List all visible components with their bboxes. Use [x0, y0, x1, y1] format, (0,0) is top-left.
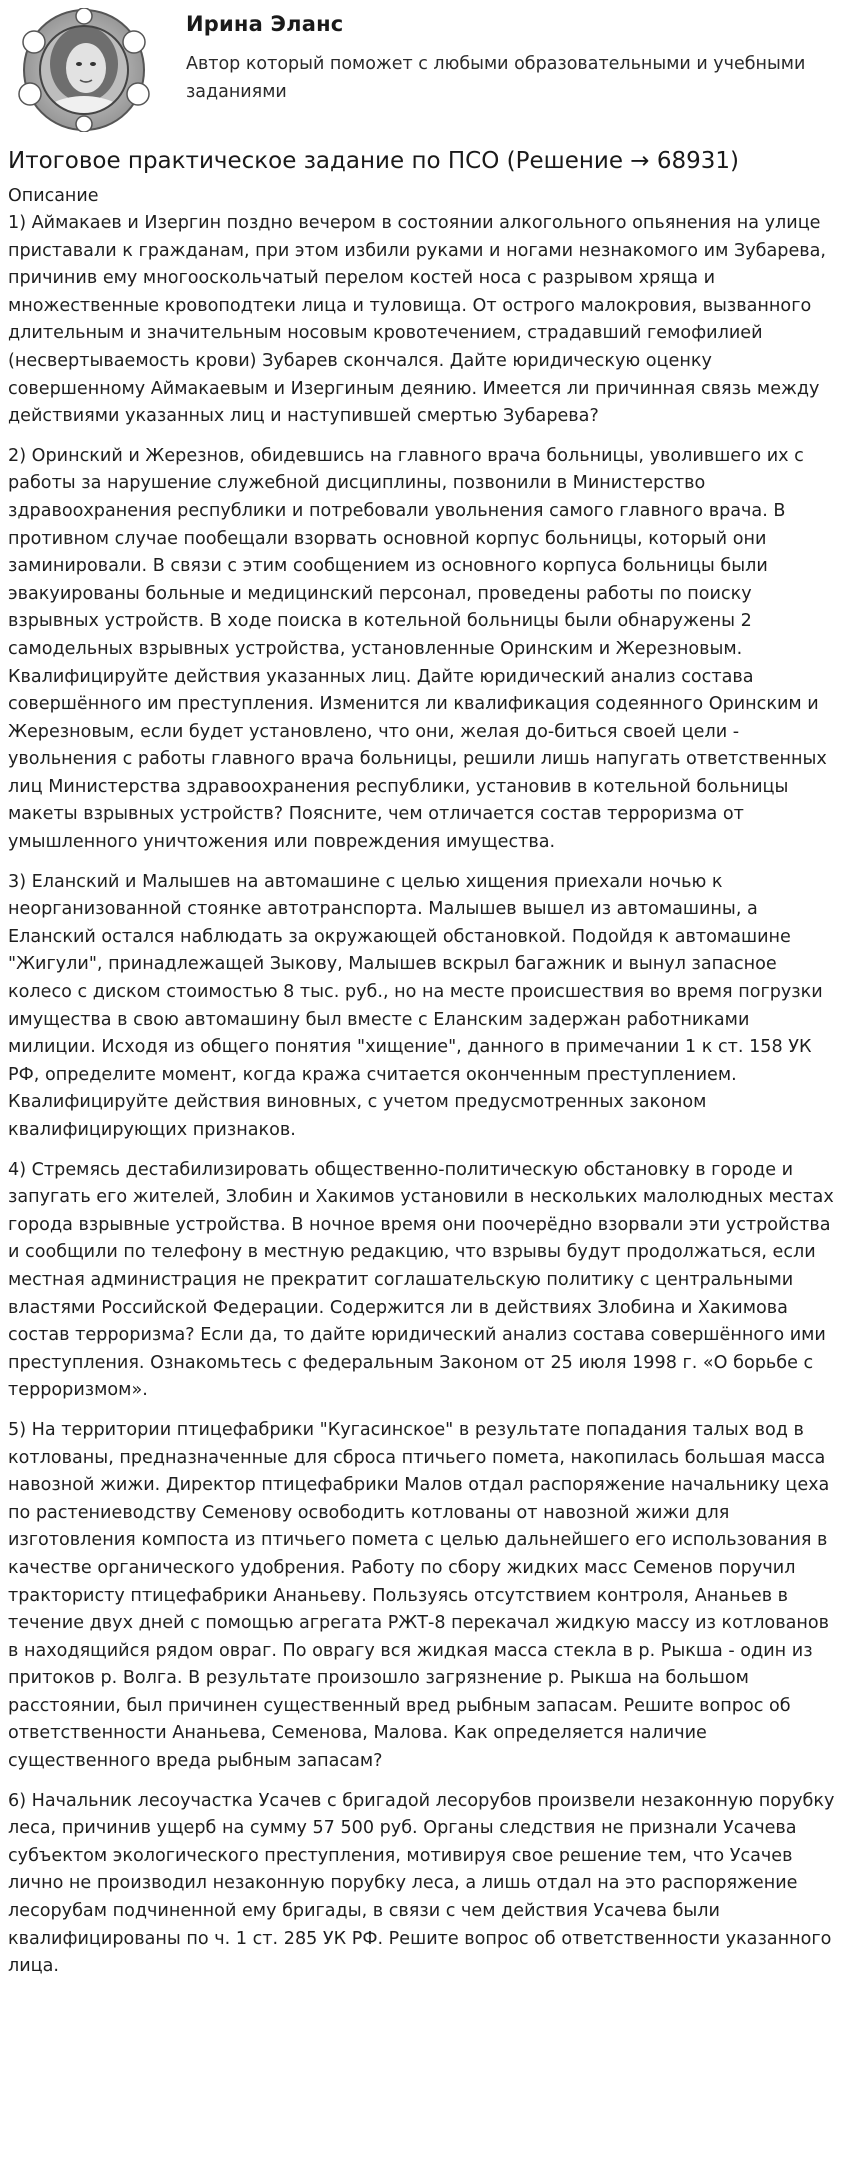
task-paragraph-1: 1) Аймакаев и Изергин поздно вечером в состоянии алкогольного опьянения на улице приставали к гражданам, при этом избили руками и ногами незнакомого им Зубарева, причинив ему многооскольчатый перелом костей носа с разрывом хряща и множественные кровоподтеки лица и туловища. От острого малокровия, вызванного длительным и значительным носовым кровотечением, страдавший гемофилией (несвертываемость крови) Зубарев скончался. Дайте юридическую оценку совершенному Аймакаевым и Изергиным деянию. Имеется ли причинная связь между действиями указанных лиц и наступившей смертью Зубарева? — [8, 213, 827, 427]
author-avatar[interactable] — [8, 8, 160, 132]
task-content — [0, 146, 847, 1981]
author-card — [0, 0, 847, 132]
task-paragraph-2: 2) Оринский и Жерезнов, обидевшись на главного врача больницы, уволившего их с работы за нарушение служебной дисциплины, позвонили в Министерство здравоохранения республики и потребовали увольнения самого главного врача. В противном случае пообещали взорвать основной корпус больницы, который они заминировали. В связи с этим сообщением из основного корпуса больницы были эвакуированы больные и медицинский персонал, проведены работы по поиску взрывных устройств. В ходе поиска в котельной больницы были обнаружены 2 самодельных взрывных устройства, установленные Оринским и Жерезновым. Квалифицируйте действия указанных лиц. Дайте юридический анализ состава совершённого им преступления. Изменится ли квалификация содеянного Оринским и Жерезновым, если будет установлено, что они, желая до-биться своей цели - увольнения с работы главного врача больницы, решили лишь напугать ответственных лиц Министерства здравоохранения республики, установив в котельной больницы макеты взрывных устройств? Поясните, чем отличается состав терроризма от умышленного уничтожения или повреждения имущества. — [8, 445, 827, 853]
description-label: Описание — [8, 186, 99, 206]
task-paragraph-4: 4) Стремясь дестабилизировать общественно-политическую обстановку в городе и запугать его жителей, Злобин и Хакимов установили в нескольких малолюдных местах города взрывные устройства. В ночное время они поочерёдно взорвали эти устройства и сообщили по телефону в местную редакцию, что взрывы будут продолжаться, если местная администрация не прекратит соглашательскую политику с центральными властями Российской Федерации. Содержится ли в действиях Злобина и Хакимова состав терроризма? Если да, то дайте юридический анализ состава совершённого ими преступления. Ознакомьтесь с федеральным Законом от 25 июля 1998 г. «О борьбе с терроризмом». — [8, 1159, 834, 1401]
task-paragraph-5: 5) На территории птицефабрики "Кугасинское" в результате попадания талых вод в котлованы, предназначенные для сброса птичьего помета, накопилась большая масса навозной жижи. Директор птицефабрики Малов отдал распоряжение начальнику цеха по растениеводству Семенову освободить котлованы от навозной жижи для изготовления компоста из птичьего помета с целью дальнейшего его использования в качестве органического удобрения. Работу по сбору жидких масс Семенов поручил трактористу птицефабрики Ананьеву. Пользуясь отсутствием контроля, Ананьев в течение двух дней с помощью агрегата РЖТ-8 перекачал жидкую массу из котлованов в находящийся рядом овраг. По оврагу вся жидкая масса стекла в р. Рыкша - один из притоков р. Волга. В результате произошло загрязнение р. Рыкша на большом расстоянии, был причинен существенный вред рыбным запасам. Решите вопрос об ответственности Ананьева, Семенова, Малова. Как определяется наличие существенного вреда рыбным запасам? — [8, 1419, 830, 1772]
author-name[interactable]: Ирина Эланс — [186, 12, 344, 36]
task-title: Итоговое практическое задание по ПСО (Решение → 68931) — [8, 148, 740, 174]
author-description: Автор который поможет с любыми образовательными и учебными заданиями — [186, 54, 806, 102]
film-reel-avatar-icon — [8, 8, 160, 132]
task-paragraph-3: 3) Еланский и Малышев на автомашине с целью хищения приехали ночью к неорганизованной стоянке автотранспорта. Малышев вышел из автомашины, а Еланский остался наблюдать за окружающей обстановкой. Подойдя к автомашине "Жигули", принадлежащей Зыкову, Малышев вскрыл багажник и вынул запасное колесо с диском стоимостью 8 тыс. руб., но на месте происшествия во время погрузки имущества в свою автомашину был вместе с Еланским задержан работниками милиции. Исходя из общего понятия "хищение", данного в примечании 1 к ст. 158 УК РФ, определите момент, когда кража считается оконченным преступлением. Квалифицируйте действия виновных, с учетом предусмотренных законом квалифицирующих признаков. — [8, 871, 823, 1140]
task-paragraph-6: 6) Начальник лесоучастка Усачев с бригадой лесорубов произвели незаконную порубку леса, причинив ущерб на сумму 57 500 руб. Органы следствия не признали Усачева субъектом экологического преступления, мотивируя свое решение тем, что Усачев лично не производил незаконную порубку леса, а лишь отдал на это распоряжение лесорубам подчиненной ему бригады, в связи с чем действия Усачева были квалифицированы по ч. 1 ст. 285 УК РФ. Решите вопрос об ответственности указанного лица. — [8, 1790, 835, 1977]
